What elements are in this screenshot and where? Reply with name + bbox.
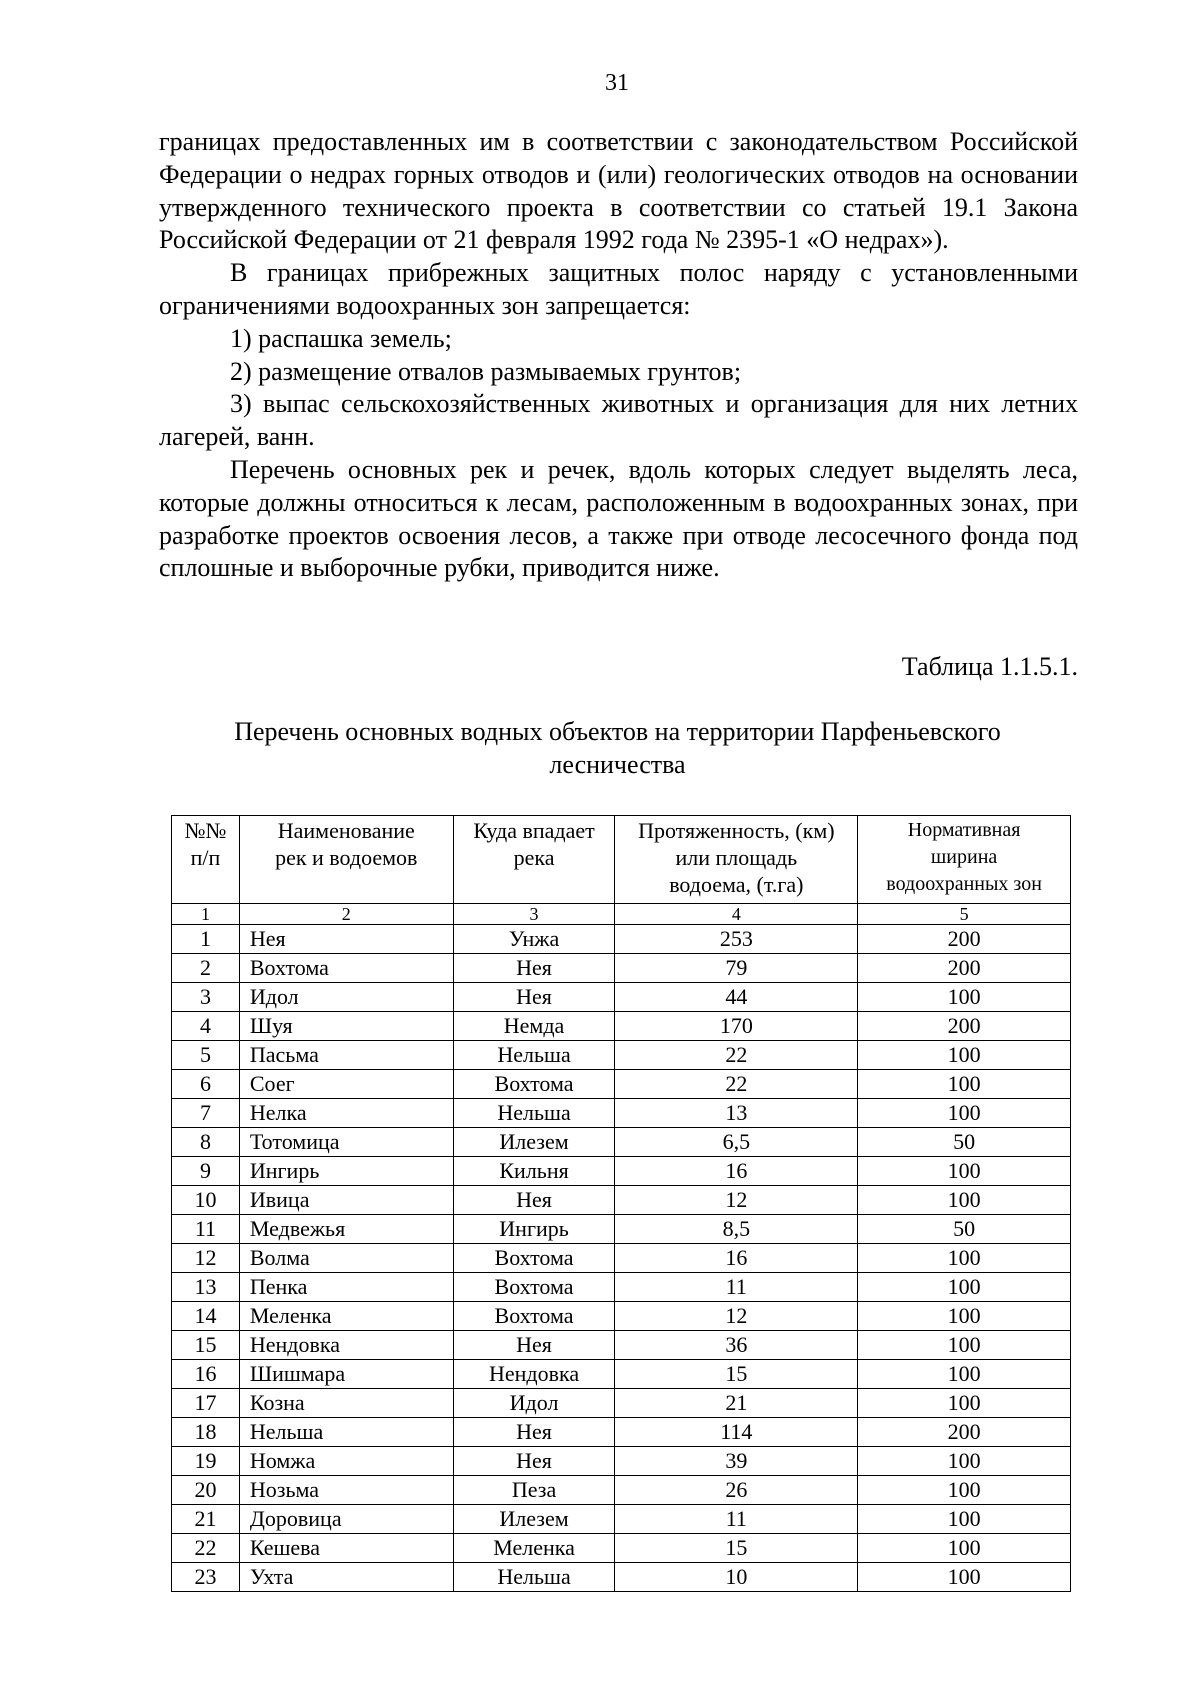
length-cell: 12 [615,1302,858,1331]
table-row [172,1099,1071,1128]
river-name-cell: Меленка [239,1302,453,1331]
list-item: 2) размещение отвалов размываемых грунтов; [230,356,742,386]
mouth-river-cell: Нельша [453,1099,615,1128]
row-number-cell: 13 [172,1273,240,1302]
length-cell: 15 [615,1534,858,1563]
row-number-cell: 6 [172,1070,240,1099]
row-number-cell: 11 [172,1215,240,1244]
table-row [172,1215,1071,1244]
river-name-cell: Ухта [239,1563,453,1592]
table-header-row [172,816,1071,904]
length-cell: 15 [615,1360,858,1389]
row-number-cell: 17 [172,1389,240,1418]
header-line: п/п [190,845,221,870]
length-cell: 22 [615,1041,858,1070]
table-row [172,1360,1071,1389]
row-number-cell: 18 [172,1418,240,1447]
column-number: 2 [239,904,453,925]
mouth-river-cell: Нельша [453,1041,615,1070]
row-number-cell: 5 [172,1041,240,1070]
length-cell: 11 [615,1505,858,1534]
row-number-cell: 19 [172,1447,240,1476]
row-number-cell: 4 [172,1012,240,1041]
zone-width-cell: 200 [858,1418,1071,1447]
table-title-line: лесничества [549,749,686,779]
length-cell: 6,5 [615,1128,858,1157]
table-row [172,1070,1071,1099]
table-row [172,1244,1071,1273]
paragraph: границах предоставленных им в соответствии с законодательством Российской Федерации о недрах горных отводов и (или) геологических отводов на основании утвержденного технического проекта в соответствии со статьей 19.1 Закона Российской Федерации от 21 февраля 1992 года № 2395-1 «О недрах»). [159,127,1078,255]
length-cell: 44 [615,983,858,1012]
list-item: 1) распашка земель; [230,323,452,353]
zone-width-cell: 50 [858,1215,1071,1244]
header-line: Наименование [277,818,415,843]
page-number: 31 [605,70,629,96]
table-row [172,1041,1071,1070]
length-cell: 170 [615,1012,858,1041]
row-number-cell: 2 [172,954,240,983]
river-name-cell: Козна [239,1389,453,1418]
mouth-river-cell: Кильня [453,1157,615,1186]
zone-width-cell: 50 [858,1128,1071,1157]
length-cell: 11 [615,1273,858,1302]
mouth-river-cell: Вохтома [453,1273,615,1302]
header-line: №№ [184,818,227,843]
river-name-cell: Шишмара [239,1360,453,1389]
river-name-cell: Шуя [239,1012,453,1041]
table-row [172,1186,1071,1215]
mouth-river-cell: Вохтома [453,1302,615,1331]
row-number-cell: 12 [172,1244,240,1273]
mouth-river-cell: Нея [453,1418,615,1447]
row-number-cell: 22 [172,1534,240,1563]
mouth-river-cell: Илезем [453,1505,615,1534]
paragraph: Перечень основных рек и речек, вдоль которых следует выделять леса, которые должны относиться к лесам, расположенным в водоохранных зонах, при разработке проектов освоения лесов, а также при отводе лесосечного фонда под сплошные и выборочные рубки, приводится ниже. [159,454,1078,583]
mouth-river-cell: Меленка [453,1534,615,1563]
table-row [172,1273,1071,1302]
zone-width-cell: 100 [858,1273,1071,1302]
length-cell: 10 [615,1563,858,1592]
header-line: водоохранных зон [886,873,1042,895]
table-row [172,1331,1071,1360]
header-line: или площадь [675,845,798,870]
row-number-cell: 8 [172,1128,240,1157]
zone-width-cell: 100 [858,1447,1071,1476]
length-cell: 16 [615,1244,858,1273]
river-name-cell: Нендовка [239,1331,453,1360]
zone-width-cell: 100 [858,1302,1071,1331]
mouth-river-cell: Унжа [453,925,615,954]
zone-width-cell: 100 [858,1099,1071,1128]
row-number-cell: 9 [172,1157,240,1186]
mouth-river-cell: Илезем [453,1128,615,1157]
zone-width-cell: 200 [858,1012,1071,1041]
zone-width-cell: 100 [858,1505,1071,1534]
row-number-cell: 21 [172,1505,240,1534]
body-text [159,126,1078,585]
row-number-cell: 16 [172,1360,240,1389]
river-name-cell: Пасьма [239,1041,453,1070]
table-row [172,1302,1071,1331]
zone-width-cell: 100 [858,1389,1071,1418]
header-name [239,816,453,904]
header-number [172,816,240,904]
mouth-river-cell: Нея [453,1331,615,1360]
river-name-cell: Номжа [239,1447,453,1476]
river-name-cell: Кешева [239,1534,453,1563]
header-line: Протяженность, (км) [638,818,835,843]
header-zone-width [858,816,1071,904]
mouth-river-cell: Идол [453,1389,615,1418]
length-cell: 16 [615,1157,858,1186]
table-row [172,1389,1071,1418]
river-name-cell: Нельша [239,1418,453,1447]
row-number-cell: 20 [172,1476,240,1505]
river-name-cell: Ивица [239,1186,453,1215]
river-name-cell: Нелка [239,1099,453,1128]
row-number-cell: 15 [172,1331,240,1360]
header-line: рек и водоемов [275,845,418,870]
table-label: Таблица 1.1.5.1. [901,652,1078,681]
paragraph: В границах прибрежных защитных полос наряду с установленными ограничениями водоохранных зон запрещается: [159,258,1078,320]
zone-width-cell: 100 [858,1360,1071,1389]
length-cell: 21 [615,1389,858,1418]
list-item: 3) выпас сельскохозяйственных животных и организация для них летних лагерей, ванн. [159,389,1078,452]
mouth-river-cell: Вохтома [453,1070,615,1099]
length-cell: 39 [615,1447,858,1476]
river-name-cell: Пенка [239,1273,453,1302]
column-number: 3 [453,904,615,925]
mouth-river-cell: Немда [453,1012,615,1041]
table-row [172,1447,1071,1476]
mouth-river-cell: Нея [453,954,615,983]
river-name-cell: Идол [239,983,453,1012]
table-row [172,1128,1071,1157]
column-number: 1 [172,904,240,925]
mouth-river-cell: Вохтома [453,1244,615,1273]
mouth-river-cell: Ингирь [453,1215,615,1244]
table-row [172,954,1071,983]
table-row [172,1534,1071,1563]
table-row [172,1157,1071,1186]
table-row [172,1476,1071,1505]
header-length [615,816,858,904]
zone-width-cell: 100 [858,1563,1071,1592]
zone-width-cell: 200 [858,925,1071,954]
zone-width-cell: 100 [858,1244,1071,1273]
river-name-cell: Доровица [239,1505,453,1534]
header-line: водоема, (т.га) [669,872,804,897]
river-name-cell: Тотомица [239,1128,453,1157]
length-cell: 253 [615,925,858,954]
zone-width-cell: 100 [858,983,1071,1012]
mouth-river-cell: Нельша [453,1563,615,1592]
table-title-line: Перечень основных водных объектов на территории Парфеньевского [234,717,1001,746]
water-objects-table [171,815,1071,1592]
header-line: река [513,845,555,870]
length-cell: 8,5 [615,1215,858,1244]
mouth-river-cell: Нендовка [453,1360,615,1389]
zone-width-cell: 100 [858,1476,1071,1505]
zone-width-cell: 100 [858,1070,1071,1099]
column-number: 4 [615,904,858,925]
zone-width-cell: 100 [858,1041,1071,1070]
row-number-cell: 7 [172,1099,240,1128]
table-row [172,1012,1071,1041]
header-line: ширина [930,846,998,868]
table-title [150,716,1085,782]
length-cell: 22 [615,1070,858,1099]
river-name-cell: Соег [239,1070,453,1099]
mouth-river-cell: Нея [453,1447,615,1476]
table-body [172,925,1071,1592]
river-name-cell: Волма [239,1244,453,1273]
header-line: Куда впадает [473,818,595,843]
river-name-cell: Вохтома [239,954,453,983]
river-name-cell: Нозьма [239,1476,453,1505]
column-number: 5 [858,904,1071,925]
row-number-cell: 14 [172,1302,240,1331]
table-row [172,1418,1071,1447]
length-cell: 79 [615,954,858,983]
row-number-cell: 1 [172,925,240,954]
length-cell: 13 [615,1099,858,1128]
zone-width-cell: 200 [858,954,1071,983]
column-number-row [172,904,1071,925]
row-number-cell: 3 [172,983,240,1012]
zone-width-cell: 100 [858,1186,1071,1215]
header-line: Нормативная [907,819,1021,841]
row-number-cell: 10 [172,1186,240,1215]
river-name-cell: Ингирь [239,1157,453,1186]
mouth-river-cell: Нея [453,1186,615,1215]
length-cell: 12 [615,1186,858,1215]
table-row [172,1505,1071,1534]
zone-width-cell: 100 [858,1534,1071,1563]
length-cell: 114 [615,1418,858,1447]
zone-width-cell: 100 [858,1157,1071,1186]
length-cell: 36 [615,1331,858,1360]
zone-width-cell: 100 [858,1331,1071,1360]
table-row [172,983,1071,1012]
length-cell: 26 [615,1476,858,1505]
row-number-cell: 23 [172,1563,240,1592]
river-name-cell: Нея [239,925,453,954]
header-mouth [453,816,615,904]
mouth-river-cell: Пеза [453,1476,615,1505]
river-name-cell: Медвежья [239,1215,453,1244]
mouth-river-cell: Нея [453,983,615,1012]
table-row [172,1563,1071,1592]
table-row [172,925,1071,954]
